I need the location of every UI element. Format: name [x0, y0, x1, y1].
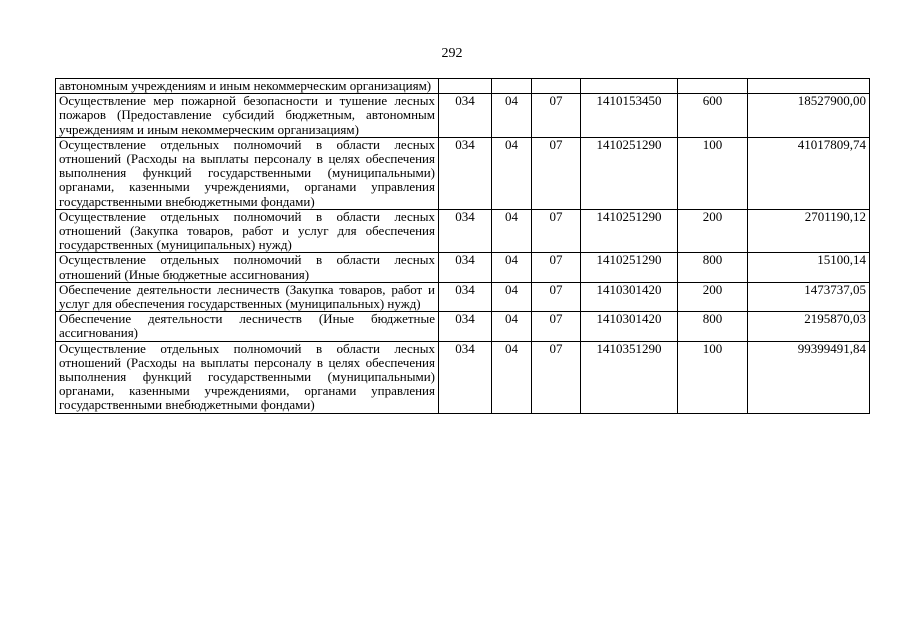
expense-type-code: 100 [678, 137, 748, 209]
table-row [56, 94, 870, 138]
budget-table [55, 78, 870, 414]
section-code: 04 [492, 282, 532, 311]
target-article-code: 1410251290 [581, 137, 678, 209]
row-description: Обеспечение деятельности лесничеств (Закупка товаров, работ и услуг для обеспечения государственных (муниципальных) нужд) [56, 282, 439, 311]
expense-type-code [678, 79, 748, 94]
section-code: 04 [492, 137, 532, 209]
target-article-code [581, 79, 678, 94]
row-description: Осуществление мер пожарной безопасности и тушение лесных пожаров (Предоставление субсидий бюджетным, автономным учреждениям и иным некоммерческим организациям) [56, 94, 439, 138]
subsection-code: 07 [532, 137, 581, 209]
ministry-code: 034 [439, 209, 492, 253]
expense-type-code: 200 [678, 209, 748, 253]
section-code: 04 [492, 341, 532, 413]
amount: 15100,14 [748, 253, 870, 282]
ministry-code: 034 [439, 312, 492, 341]
subsection-code: 07 [532, 312, 581, 341]
page-number: 292 [441, 46, 463, 61]
row-description: Обеспечение деятельности лесничеств (Иные бюджетные ассигнования) [56, 312, 439, 341]
table-row [56, 341, 870, 413]
expense-type-code: 800 [678, 253, 748, 282]
section-code: 04 [492, 253, 532, 282]
target-article-code: 1410301420 [581, 312, 678, 341]
amount: 2701190,12 [748, 209, 870, 253]
section-code: 04 [492, 209, 532, 253]
subsection-code: 07 [532, 282, 581, 311]
amount: 18527900,00 [748, 94, 870, 138]
amount: 2195870,03 [748, 312, 870, 341]
row-description: автономным учреждениям и иным некоммерческим организациям) [56, 79, 439, 94]
target-article-code: 1410301420 [581, 282, 678, 311]
section-code: 04 [492, 312, 532, 341]
table-row [56, 282, 870, 311]
ministry-code: 034 [439, 137, 492, 209]
ministry-code [439, 79, 492, 94]
target-article-code: 1410351290 [581, 341, 678, 413]
subsection-code [532, 79, 581, 94]
ministry-code: 034 [439, 253, 492, 282]
expense-type-code: 200 [678, 282, 748, 311]
subsection-code: 07 [532, 253, 581, 282]
row-description: Осуществление отдельных полномочий в области лесных отношений (Закупка товаров, работ и услуг для обеспечения государственных (муниципальных) нужд) [56, 209, 439, 253]
row-description: Осуществление отдельных полномочий в области лесных отношений (Расходы на выплаты персоналу в целях обеспечения выполнения функций государственными (муниципальными) органами, казенными учреждениями, органами управления государственными внебюджетными фондами) [56, 341, 439, 413]
amount: 99399491,84 [748, 341, 870, 413]
target-article-code: 1410251290 [581, 253, 678, 282]
section-code: 04 [492, 94, 532, 138]
expense-type-code: 100 [678, 341, 748, 413]
amount: 1473737,05 [748, 282, 870, 311]
subsection-code: 07 [532, 209, 581, 253]
section-code [492, 79, 532, 94]
table-row [56, 137, 870, 209]
subsection-code: 07 [532, 341, 581, 413]
ministry-code: 034 [439, 282, 492, 311]
ministry-code: 034 [439, 94, 492, 138]
table-row [56, 253, 870, 282]
target-article-code: 1410251290 [581, 209, 678, 253]
expense-type-code: 600 [678, 94, 748, 138]
expense-type-code: 800 [678, 312, 748, 341]
subsection-code: 07 [532, 94, 581, 138]
amount [748, 79, 870, 94]
ministry-code: 034 [439, 341, 492, 413]
table-row [56, 79, 870, 94]
table-row [56, 209, 870, 253]
row-description: Осуществление отдельных полномочий в области лесных отношений (Расходы на выплаты персоналу в целях обеспечения выполнения функций государственными (муниципальными) органами, казенными учреждениями, органами управления государственными внебюджетными фондами) [56, 137, 439, 209]
amount: 41017809,74 [748, 137, 870, 209]
table-row [56, 312, 870, 341]
target-article-code: 1410153450 [581, 94, 678, 138]
row-description: Осуществление отдельных полномочий в области лесных отношений (Иные бюджетные ассигнования) [56, 253, 439, 282]
